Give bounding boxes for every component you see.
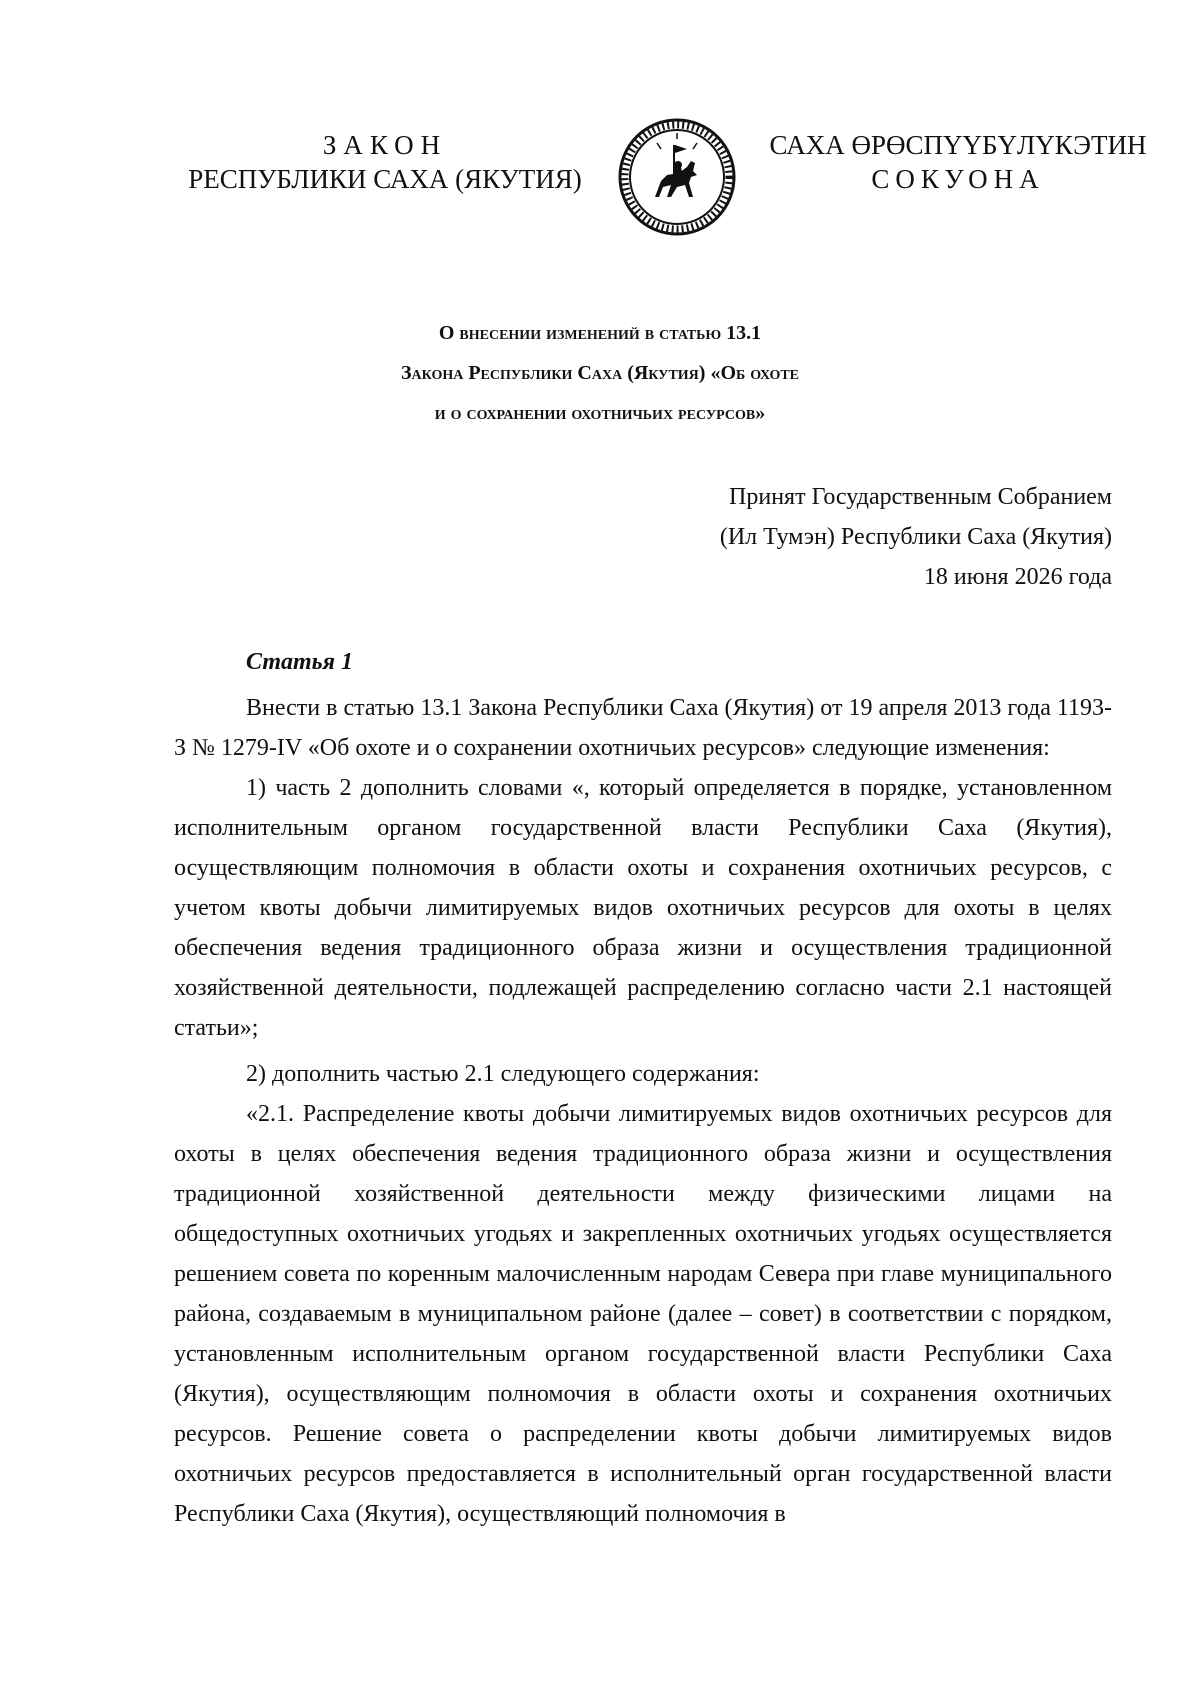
law-title-line3: и о сохранении охотничьих ресурсов» — [434, 402, 766, 424]
article-paragraph-4: «2.1. Распределение квоты добычи лимитируемых видов охотничьих ресурсов для охоты в целях обеспечения ведения традиционного образа жизни и осуществления традиционной хозяйственной деятельности между физическими лицами на общедоступных охотничьих угодьях и закрепленных охотничьих угодьях осуществляется решением совета по коренным малочисленным народам Севера при главе муниципального района, создаваемым в муниципальном районе (далее – совет) в соответствии с порядком, установленным исполнительным органом государственной власти Республики Саха (Якутия), осуществляющим полномочия в области охоты и сохранения охотничьих ресурсов. Решение совета о распределении квоты добычи лимитируемых видов охотничьих ресурсов предоставляется в исполнительный орган государственной власти Республики Саха (Якутия), осуществляющий полномочия в — [174, 1101, 1112, 1527]
article-body — [174, 642, 1112, 1534]
header-left-line2: РЕСПУБЛИКИ САХА (ЯКУТИЯ) — [188, 164, 582, 194]
header-left-line1: ЗАКОН — [322, 130, 448, 160]
law-title-line2: Закона Республики Саха (Якутия) «Об охоте — [400, 362, 800, 384]
adoption-line1: Принят Государственным Собранием — [729, 484, 1112, 510]
sakha-coat-of-arms-icon — [617, 117, 737, 237]
adoption-date: 18 июня 2026 года — [923, 564, 1112, 590]
header-right — [768, 128, 1148, 196]
header-right-line1: САХА ӨРӨСПҮҮБҮЛҮКЭТИН — [769, 130, 1147, 160]
law-title — [0, 313, 1200, 433]
article-heading: Статья 1 — [246, 649, 354, 675]
law-title-line1: О внесении изменений в статью 13.1 — [438, 322, 762, 344]
header-left — [175, 128, 595, 196]
header-right-line2: СОКУОНА — [871, 164, 1045, 194]
article-paragraph-2: 1) часть 2 дополнить словами «, который определяется в порядке, установленном исполнительным органом государственной власти Республики Саха (Якутия), осуществляющим полномочия в области охоты и сохранения охотничьих ресурсов, с учетом квоты добычи лимитируемых видов охотничьих ресурсов для охоты в целях обеспечения ведения традиционного образа жизни и осуществления традиционной хозяйственной деятельности, подлежащей распределению согласно части 2.1 настоящей статьи»; — [174, 775, 1112, 1041]
article-paragraph-3: 2) дополнить частью 2.1 следующего содержания: — [246, 1061, 760, 1087]
article-paragraph-1: Внести в статью 13.1 Закона Республики Саха (Якутия) от 19 апреля 2013 года 1193-З № 1279-IV «Об охоте и о сохранении охотничьих ресурсов» следующие изменения: — [174, 695, 1112, 761]
adoption-note — [720, 477, 1112, 597]
adoption-line2: (Ил Тумэн) Республики Саха (Якутия) — [719, 524, 1112, 550]
